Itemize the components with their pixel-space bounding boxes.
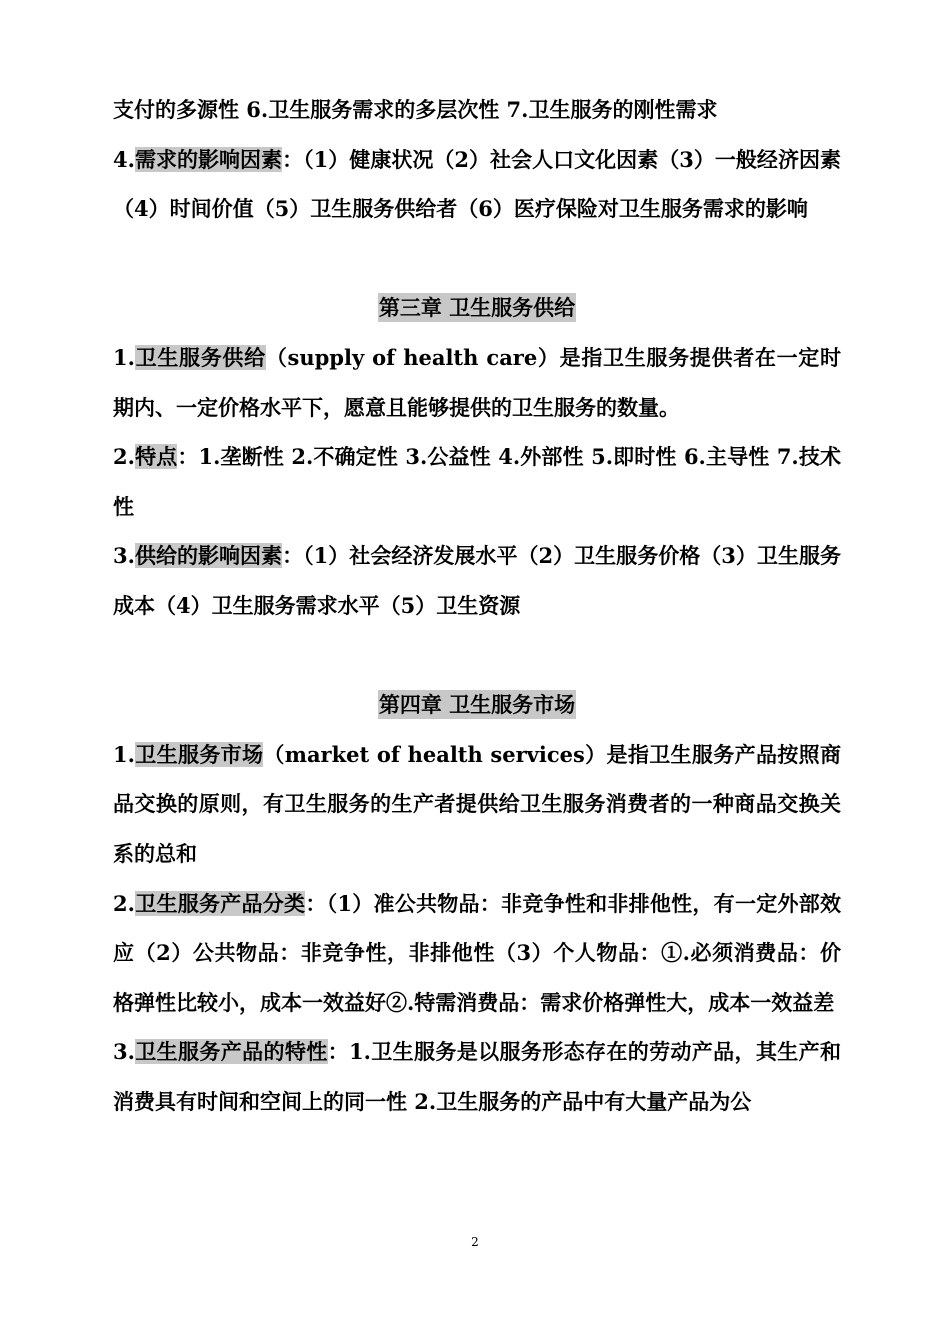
list-item bbox=[113, 333, 841, 432]
chapter-heading bbox=[113, 283, 841, 333]
item-text: ：1.卫生服务是以服务形态存在的劳动产品，其生产和消费具有时间和空间上的同一性 2.卫生服务的产品中有大量产品为公 bbox=[113, 1039, 842, 1114]
item-text: ：（1）准公共物品：非竞争性和非排他性，有一定外部效应（2）公共物品：非竞争性，非排他性（3）个人物品：①.必须消费品：价格弹性比较小，成本一效益好②.特需消费品：需求价格弹性大，成本一效益差 bbox=[113, 890, 841, 1015]
highlighted-term: 供给的影响因素 bbox=[134, 543, 283, 569]
item-text: （market of health services）是指卫生服务产品按照商品交换的原则，有卫生服务的生产者提供给卫生服务消费者的一种商品交换关系的总和 bbox=[113, 741, 841, 866]
item-number: 1. bbox=[113, 344, 135, 370]
highlighted-term: 卫生服务市场 bbox=[134, 741, 264, 767]
highlighted-term: 卫生服务供给 bbox=[134, 344, 266, 370]
paragraph-demand-factors bbox=[113, 135, 841, 234]
chapter-heading bbox=[113, 680, 841, 730]
item-text: ：（1）社会经济发展水平（2）卫生服务价格（3）卫生服务成本（4）卫生服务需求水平（5）卫生资源 bbox=[113, 543, 841, 618]
list-item bbox=[113, 730, 841, 879]
item-text: ：（1）健康状况（2）社会人口文化因素（3）一般经济因素（4）时间价值（5）卫生服务供给者（6）医疗保险对卫生服务需求的影响 bbox=[113, 146, 841, 222]
item-number: 1. bbox=[113, 741, 135, 767]
chapter-title: 第四章 卫生服务市场 bbox=[378, 692, 576, 718]
chapter-title: 第三章 卫生服务供给 bbox=[378, 295, 576, 321]
item-number: 3. bbox=[113, 543, 135, 569]
highlighted-term: 卫生服务产品的特性 bbox=[134, 1039, 328, 1065]
list-item bbox=[113, 1027, 841, 1126]
highlighted-term: 特点 bbox=[134, 444, 178, 470]
item-text: （supply of health care）是指卫生服务提供者在一定时期内、一定价格水平下，愿意且能够提供的卫生服务的数量。 bbox=[113, 344, 841, 420]
highlighted-term: 需求的影响因素 bbox=[134, 146, 283, 172]
list-item bbox=[113, 531, 841, 630]
item-number: 4. bbox=[113, 146, 135, 172]
document-page bbox=[113, 85, 841, 1126]
section-gap bbox=[113, 631, 841, 681]
list-item bbox=[113, 432, 841, 531]
page-number: 2 bbox=[471, 1235, 479, 1249]
list-item bbox=[113, 879, 841, 1028]
item-number: 2. bbox=[113, 444, 135, 470]
item-number: 2. bbox=[113, 890, 135, 916]
section-gap bbox=[113, 234, 841, 284]
highlighted-term: 卫生服务产品分类 bbox=[134, 890, 306, 916]
item-number: 3. bbox=[113, 1039, 135, 1065]
item-text: ：1.垄断性 2.不确定性 3.公益性 4.外部性 5.即时性 6.主导性 7.技术性 bbox=[113, 444, 842, 519]
paragraph-continuation: 支付的多源性 6.卫生服务需求的多层次性 7.卫生服务的刚性需求 bbox=[113, 97, 718, 122]
